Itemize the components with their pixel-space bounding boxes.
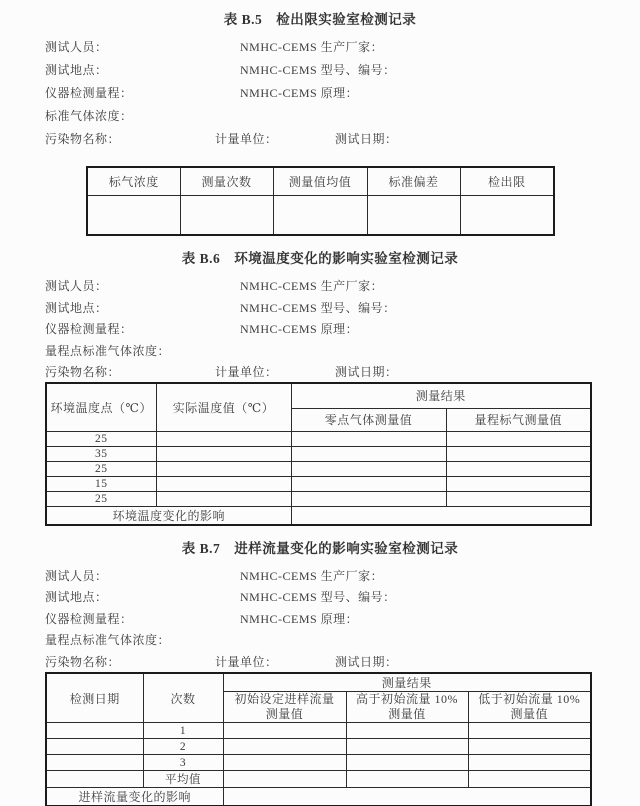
b6-data-row [46,446,591,461]
empty-cell [291,491,446,506]
b6-footer-row [46,506,591,525]
label-tester: 测试人员： [45,279,108,293]
section-b6 [0,250,640,526]
b6-col-header-temp-point: 环境温度点（℃） [46,383,156,432]
temp-cell: 25 [46,461,156,476]
b7-col-header-date: 检测日期 [46,673,143,723]
subheader-line: 测量值 [388,707,426,721]
count-cell: 2 [143,739,223,755]
label-range: 仪器检测量程： [45,322,133,336]
label-model: NMHC-CEMS 型号、编号： [240,300,396,315]
label-date: 测试日期： [335,654,398,669]
b6-data-row [46,476,591,491]
label-manufacturer: NMHC-CEMS 生产厂家： [240,568,384,583]
temp-cell: 35 [46,446,156,461]
label-pollutant: 污染物名称： [45,654,121,669]
count-cell: 平均值 [143,771,223,788]
empty-cell [291,476,446,491]
temp-cell: 15 [46,476,156,491]
b6-data-row [46,431,591,446]
b6-info-row-4 [0,339,640,361]
empty-cell [468,755,591,771]
b6-footer-label: 环境温度变化的影响 [46,506,291,525]
subheader-line: 测量值 [265,707,304,721]
b7-info-block [0,564,640,672]
empty-cell [446,476,591,491]
empty-cell [223,739,346,755]
label-date: 测试日期： [335,132,398,146]
empty-cell [346,755,468,771]
empty-cell [46,723,143,739]
label-location: 测试地点： [45,63,108,77]
label-std-gas: 标准气体浓度： [45,109,133,123]
empty-cell [156,491,291,506]
empty-cell [46,739,143,755]
empty-cell [223,723,346,739]
label-pollutant: 污染物名称： [45,132,121,146]
empty-cell [346,771,468,788]
label-std-gas: 量程点标准气体浓度： [45,633,171,647]
empty-cell [46,771,143,788]
table-b7-title: 表 B.7 进样流量变化的影响实验室检测记录 [181,540,459,556]
table-b6-title: 表 B.6 环境温度变化的影响实验室检测记录 [181,251,459,266]
empty-cell [346,739,468,755]
b6-info-row-5 [0,360,640,382]
b6-header-row-1 [46,383,591,409]
empty-cell [291,446,446,461]
label-tester: 测试人员： [45,40,108,54]
empty-cell [223,771,346,788]
empty-cell [180,196,273,236]
b7-data-row [46,755,591,771]
empty-cell [46,755,143,771]
b7-footer-label: 进样流量变化的影响 [46,788,223,806]
label-principle: NMHC-CEMS 原理： [240,322,359,336]
b5-info-row-2 [0,58,640,81]
label-manufacturer: NMHC-CEMS 生产厂家： [240,279,384,293]
b7-info-row-2 [0,585,640,607]
b7-col-header-count: 次数 [143,673,223,723]
b5-data-row [87,196,554,236]
b7-info-row-1 [0,564,640,586]
b6-info-row-2 [0,296,640,318]
empty-cell [460,196,554,236]
empty-cell [367,196,460,236]
empty-cell [87,196,180,236]
label-range: 仪器检测量程： [45,611,133,626]
b7-info-row-3 [0,607,640,629]
label-unit: 计量单位： [215,654,278,669]
empty-cell [468,771,591,788]
empty-cell [446,491,591,506]
label-date: 测试日期： [335,365,398,379]
b7-subheader-above-flow [346,692,468,723]
b7-subheader-initial-flow [223,692,346,723]
empty-cell [346,723,468,739]
count-cell: 3 [143,755,223,771]
label-std-gas: 量程点标准气体浓度： [45,343,171,358]
b5-info-row-5 [0,127,640,150]
b5-col-header: 标气浓度 [87,167,180,196]
b6-col-header-actual-temp: 实际温度值（℃） [156,383,291,432]
b7-data-row [46,723,591,739]
b5-col-header: 检出限 [460,167,554,196]
subheader-line: 初始设定进样流量 [234,692,335,706]
section-b7 [0,540,640,806]
empty-cell [223,755,346,771]
temp-cell: 25 [46,491,156,506]
label-tester: 测试人员： [45,568,108,583]
empty-cell [291,506,591,525]
empty-cell [291,461,446,476]
empty-cell [156,476,291,491]
b5-col-header: 测量次数 [180,167,273,196]
b6-info-row-3 [0,317,640,339]
subheader-line: 测量值 [510,707,548,721]
b5-info-row-4 [0,104,640,127]
table-b6 [45,382,592,526]
empty-cell [468,723,591,739]
b6-data-row [46,461,591,476]
b6-subheader-span-gas: 量程标气测量值 [446,408,591,431]
count-cell: 1 [143,723,223,739]
b6-subheader-zero-gas: 零点气体测量值 [291,408,446,431]
b6-data-row [46,491,591,506]
empty-cell [446,461,591,476]
label-location: 测试地点： [45,300,108,315]
b5-header-row [87,167,554,196]
b5-info-row-1 [0,35,640,58]
empty-cell [273,196,367,236]
b5-col-header: 标准偏差 [367,167,460,196]
empty-cell [291,431,446,446]
empty-cell [223,788,591,806]
label-unit: 计量单位： [215,365,278,379]
label-unit: 计量单位： [215,132,278,146]
temp-cell: 25 [46,431,156,446]
b6-info-row-1 [0,274,640,296]
subheader-line: 低于初始流量 10% [478,692,581,706]
empty-cell [446,431,591,446]
b7-group-header-results: 测量结果 [223,673,591,692]
label-model: NMHC-CEMS 型号、编号： [240,590,396,604]
table-b5 [86,166,555,236]
label-principle: NMHC-CEMS 原理： [240,611,359,626]
empty-cell [446,446,591,461]
label-manufacturer: NMHC-CEMS 生产厂家： [240,40,384,54]
b7-info-row-4 [0,628,640,650]
section-b5 [0,11,640,236]
subheader-line: 高于初始流量 10% [356,692,458,706]
b7-header-row-1 [46,673,591,692]
b6-group-header-results: 测量结果 [291,383,591,409]
b5-info-block [0,35,640,150]
empty-cell [156,431,291,446]
empty-cell [156,461,291,476]
label-range: 仪器检测量程： [45,86,133,100]
table-b5-title: 表 B.5 检出限实验室检测记录 [223,12,417,27]
label-model: NMHC-CEMS 型号、编号： [240,63,396,77]
label-principle: NMHC-CEMS 原理： [240,86,359,100]
b5-col-header: 测量值均值 [273,167,367,196]
b7-info-row-5 [0,650,640,672]
empty-cell [156,446,291,461]
b5-info-row-3 [0,81,640,104]
table-b7 [45,672,592,806]
b7-subheader-below-flow [468,692,591,723]
b6-info-block [0,274,640,382]
b7-data-row [46,739,591,755]
b7-footer-row [46,788,591,806]
label-location: 测试地点： [45,590,108,604]
empty-cell [468,739,591,755]
b7-data-row [46,771,591,788]
label-pollutant: 污染物名称： [45,365,121,379]
